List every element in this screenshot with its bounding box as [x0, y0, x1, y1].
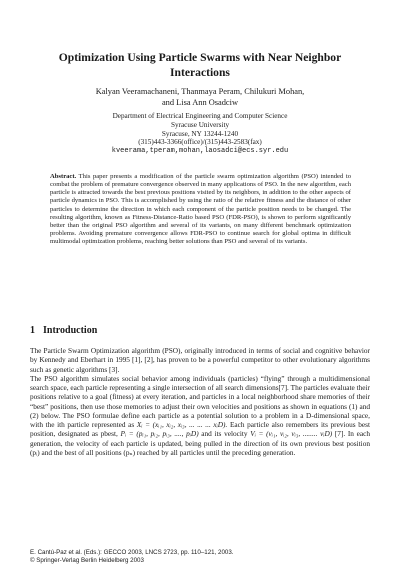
- author-list: [30, 86, 370, 108]
- affil-phone: (315)443-3366(office)/(315)443-2583(fax): [138, 138, 262, 147]
- paper-title: [30, 50, 370, 80]
- equation-v: Vᵢ = (vᵢ₁, vᵢ₂, vᵢ₃, ........ vᵢD): [250, 429, 333, 439]
- footer-copyright: © Springer-Verlag Berlin Heidelberg 2003: [30, 556, 144, 564]
- paragraph-1: The Particle Swarm Optimization algorithm (PSO), originally introduced in terms of social and cognitive behavior by Kennedy and Eberhart in 1995 [1], [2], has proven to be a powerful competitor to other evolutionary algorithms such as genetic algorithms [3].: [30, 346, 370, 374]
- equation-p: Pᵢ = (pᵢ₁, pᵢ₂, pᵢ₃, ...., pᵢD): [120, 429, 199, 439]
- section-title: Introduction: [43, 325, 98, 336]
- affil-department: Department of Electrical Engineering and Computer Science: [112, 112, 288, 120]
- affil-emails: kveerama,tperam,mohan,laosadci@ecs.syr.edu: [111, 147, 289, 156]
- paragraph-2: [30, 374, 370, 457]
- section-heading: [30, 325, 97, 336]
- paragraph-2-part-c: and its velocity: [201, 429, 248, 439]
- abstract-label: Abstract.: [50, 173, 77, 180]
- abstract-text: This paper presents a modification of the particle swarm optimization algorithm (PSO) intended to combat the problem of premature convergence observed in many applications of PSO. In the new algorithm, each particle is attracted towards the best previous positions visited by its neighbors, in addition to the other aspects of particle dynamics in PSO. This is accomplished by using the ratio of the relative fitness and the distance of other particles to determine the direction in which each component of the particle position needs to be changed. The resulting algorithm, known as Fitness-Distance-Ratio based PSO (FDR-PSO), is shown to perform significantly better than the original PSO algorithm and several of its variants, on many different benchmark optimization problems. Avoiding premature convergence allows FDR-PSO to continue search for global optima in difficult multimodal optimization problems, reaching better solutions than PSO and several of its variants.: [50, 173, 351, 246]
- paragraph-2-part-b: Each particle also remembers its previous best position, designated as pbest,: [30, 420, 371, 439]
- paragraph-2-part-a: The PSO algorithm simulates social behavior among individuals (particles) “flying” through a multidimensional search space, each particle representing a single intersection of all search dimensions[7]. The particles evaluate their positions relative to a goal (fitness) at every iteration, and particles in a local neighborhood share memories of their “best” positions, then use those memories to adjust their own velocities and positions as shown in equations (1) and (2) below. The PSO formulae define each particle as a potential solution to a problem in a D-dimensional space, with the ith particle represented as: [30, 373, 370, 429]
- paragraph-2-part-d: [7]. In each generation, the velocity of each particle is updated, being pulled in the direction of its own previous best position (pᵢ) and the best of all positions (pₙ) reached by all particles until the preceding generation.: [30, 429, 370, 457]
- authors-line-1: Kalyan Veeramachaneni, Thanmaya Peram, Chilukuri Mohan,: [95, 87, 305, 96]
- affiliation: [30, 112, 370, 156]
- abstract: [50, 173, 351, 246]
- title-line-2: Interactions: [170, 66, 230, 79]
- body-text: [30, 346, 370, 457]
- affil-address: Syracuse, NY 13244-1240: [161, 129, 239, 138]
- authors-line-2: and Lisa Ann Osadciw: [161, 98, 239, 107]
- copyright-footer: [30, 549, 234, 564]
- footer-citation: E. Cantú-Paz et al. (Eds.): GECCO 2003, LNCS 2723, pp. 110–121, 2003.: [30, 549, 234, 556]
- affil-university: Syracuse University: [170, 120, 230, 129]
- section-number: 1: [30, 325, 35, 336]
- equation-x: Xᵢ = (xᵢ₁, xᵢ₂, xᵢ₃, ... ... ... xᵢD).: [136, 420, 228, 429]
- title-line-1: Optimization Using Particle Swarms with Near Neighbor: [58, 51, 342, 64]
